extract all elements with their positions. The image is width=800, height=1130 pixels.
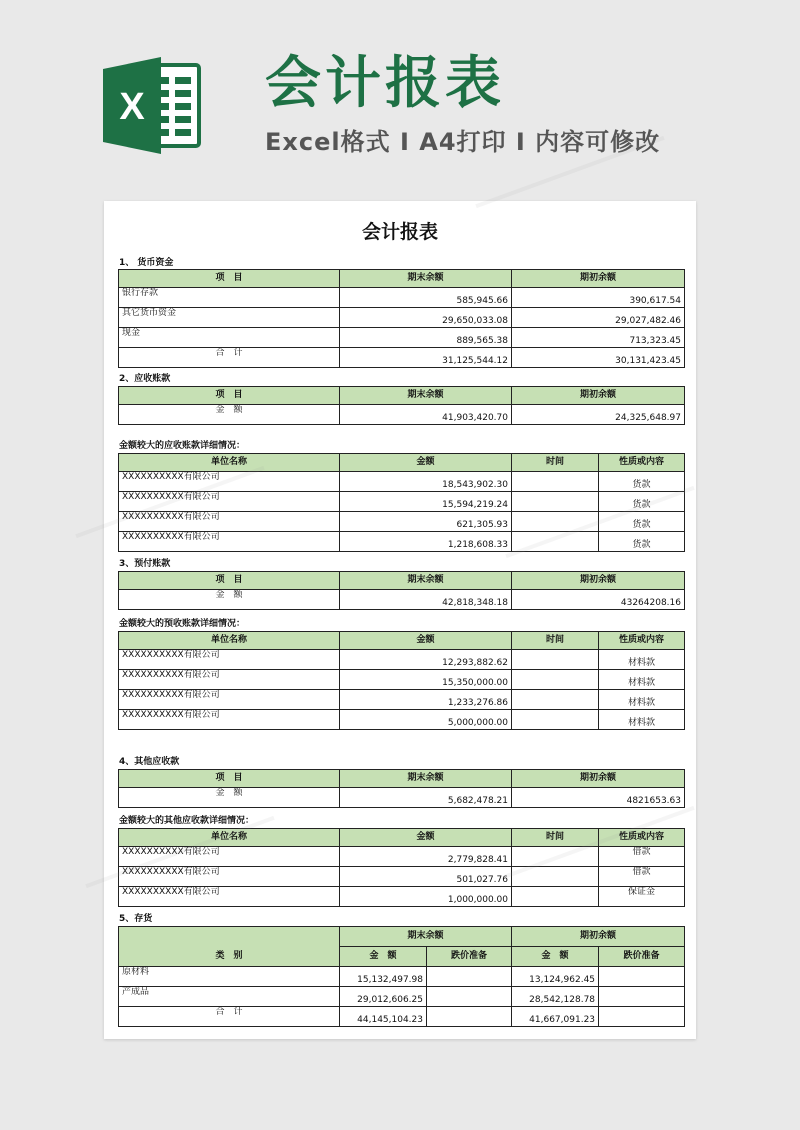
table-row	[119, 710, 685, 730]
table-row	[119, 650, 685, 670]
amount: 15,594,219.24	[340, 492, 512, 512]
col-header: 项 目	[119, 770, 340, 788]
company-name: XXXXXXXXXX有限公司	[119, 670, 340, 690]
receivable-table	[118, 386, 685, 425]
end-balance: 42,818,348.18	[340, 590, 512, 610]
total-begin-provision	[599, 1007, 685, 1027]
begin-amount: 13,124,962.45	[512, 967, 599, 987]
table-header-row	[119, 454, 685, 472]
total-row	[119, 348, 685, 368]
table-row	[119, 690, 685, 710]
total-end-amount: 44,145,104.23	[340, 1007, 427, 1027]
amount-row	[119, 405, 685, 425]
promo-subtitle: Excel格式 I A4打印 I 内容可修改	[265, 128, 661, 156]
end-balance: 41,903,420.70	[340, 405, 512, 425]
col-header: 单位名称	[119, 454, 340, 472]
col-header: 期初余额	[512, 770, 685, 788]
col-header: 性质或内容	[599, 632, 685, 650]
col-header: 金额	[340, 829, 512, 847]
col-header: 跌价准备	[427, 947, 512, 967]
end-provision	[427, 967, 512, 987]
amount: 1,218,608.33	[340, 532, 512, 552]
begin-provision	[599, 987, 685, 1007]
table-header-row	[119, 270, 685, 288]
table-header-row	[119, 927, 685, 947]
end-amount: 29,012,606.25	[340, 987, 427, 1007]
nature: 货款	[599, 532, 685, 552]
nature: 借款	[599, 847, 685, 867]
col-header: 期末余额	[340, 770, 512, 788]
company-name: XXXXXXXXXX有限公司	[119, 847, 340, 867]
end-balance-header: 期末余额	[340, 927, 512, 947]
amount: 1,000,000.00	[340, 887, 512, 907]
section-receivable-title: 2、应收账款	[119, 374, 171, 384]
end-balance: 889,565.38	[340, 328, 512, 348]
total-end: 31,125,544.12	[340, 348, 512, 368]
begin-provision	[599, 967, 685, 987]
begin-balance: 24,325,648.97	[512, 405, 685, 425]
amount: 621,305.93	[340, 512, 512, 532]
amount: 15,350,000.00	[340, 670, 512, 690]
col-header: 期末余额	[340, 572, 512, 590]
col-header: 时间	[512, 454, 599, 472]
row-label: 产成品	[119, 987, 340, 1007]
table-row	[119, 670, 685, 690]
table-row	[119, 967, 685, 987]
time	[512, 690, 599, 710]
begin-balance: 713,323.45	[512, 328, 685, 348]
other-receivable-table	[118, 769, 685, 808]
table-row	[119, 512, 685, 532]
category-header: 类 别	[119, 927, 340, 967]
table-row	[119, 492, 685, 512]
nature: 货款	[599, 472, 685, 492]
row-label: 金 额	[119, 590, 340, 610]
section-cash-title: 1、 货币资金	[119, 258, 174, 268]
report-title: 会计报表	[361, 221, 438, 243]
col-header: 金额	[340, 454, 512, 472]
amount-row	[119, 788, 685, 808]
col-header: 单位名称	[119, 829, 340, 847]
company-name: XXXXXXXXXX有限公司	[119, 650, 340, 670]
company-name: XXXXXXXXXX有限公司	[119, 532, 340, 552]
nature: 借款	[599, 867, 685, 887]
begin-balance: 43264208.16	[512, 590, 685, 610]
col-header: 项 目	[119, 572, 340, 590]
begin-amount: 28,542,128.78	[512, 987, 599, 1007]
table-row	[119, 472, 685, 492]
col-header: 期初余额	[512, 270, 685, 288]
col-header: 金 额	[340, 947, 427, 967]
amount: 501,027.76	[340, 867, 512, 887]
time	[512, 512, 599, 532]
company-name: XXXXXXXXXX有限公司	[119, 887, 340, 907]
col-header: 金 额	[512, 947, 599, 967]
prepaid-table	[118, 571, 685, 610]
table-row	[119, 288, 685, 308]
total-label: 合 计	[119, 348, 340, 368]
amount-row	[119, 590, 685, 610]
col-header: 性质或内容	[599, 829, 685, 847]
nature: 保证金	[599, 887, 685, 907]
row-label: 其它货币资金	[119, 308, 340, 328]
table-header-row	[119, 387, 685, 405]
receivable-detail-title: 金额较大的应收账款详细情况：	[119, 441, 246, 451]
total-begin-amount: 41,667,091.23	[512, 1007, 599, 1027]
company-name: XXXXXXXXXX有限公司	[119, 867, 340, 887]
time	[512, 847, 599, 867]
end-balance: 585,945.66	[340, 288, 512, 308]
prepaid-detail-title: 金额较大的预收账款详细情况：	[119, 619, 246, 629]
total-end-provision	[427, 1007, 512, 1027]
begin-balance-header: 期初余额	[512, 927, 685, 947]
table-row	[119, 887, 685, 907]
table-header-row	[119, 770, 685, 788]
section-inventory-title: 5、存货	[119, 914, 153, 924]
row-label: 金 额	[119, 788, 340, 808]
table-row	[119, 308, 685, 328]
begin-balance: 390,617.54	[512, 288, 685, 308]
table-row	[119, 867, 685, 887]
end-balance: 5,682,478.21	[340, 788, 512, 808]
nature: 货款	[599, 512, 685, 532]
row-label: 金 额	[119, 405, 340, 425]
time	[512, 472, 599, 492]
company-name: XXXXXXXXXX有限公司	[119, 492, 340, 512]
col-header: 期末余额	[340, 387, 512, 405]
company-name: XXXXXXXXXX有限公司	[119, 710, 340, 730]
section-prepaid-title: 3、预付账款	[119, 559, 171, 569]
end-balance: 29,650,033.08	[340, 308, 512, 328]
row-label: 原材料	[119, 967, 340, 987]
nature: 材料款	[599, 670, 685, 690]
col-header: 时间	[512, 829, 599, 847]
col-header: 金额	[340, 632, 512, 650]
end-amount: 15,132,497.98	[340, 967, 427, 987]
time	[512, 670, 599, 690]
report-sheet	[104, 201, 696, 1039]
company-name: XXXXXXXXXX有限公司	[119, 472, 340, 492]
company-name: XXXXXXXXXX有限公司	[119, 690, 340, 710]
nature: 材料款	[599, 650, 685, 670]
time	[512, 650, 599, 670]
inventory-table	[118, 926, 685, 1027]
table-row	[119, 987, 685, 1007]
nature: 材料款	[599, 710, 685, 730]
nature: 材料款	[599, 690, 685, 710]
cash-table	[118, 269, 685, 368]
promo-header	[0, 0, 800, 200]
total-row	[119, 1007, 685, 1027]
begin-balance: 4821653.63	[512, 788, 685, 808]
col-header: 期初余额	[512, 387, 685, 405]
total-begin: 30,131,423.45	[512, 348, 685, 368]
total-label: 合 计	[119, 1007, 340, 1027]
row-label: 现金	[119, 328, 340, 348]
table-row	[119, 328, 685, 348]
table-header-row	[119, 572, 685, 590]
amount: 12,293,882.62	[340, 650, 512, 670]
other-receivable-detail-table	[118, 828, 685, 907]
col-header: 单位名称	[119, 632, 340, 650]
receivable-detail-table	[118, 453, 685, 552]
company-name: XXXXXXXXXX有限公司	[119, 512, 340, 532]
col-header: 时间	[512, 632, 599, 650]
nature: 货款	[599, 492, 685, 512]
amount: 18,543,902.30	[340, 472, 512, 492]
prepaid-detail-table	[118, 631, 685, 730]
section-other-receivable-title: 4、其他应收款	[119, 757, 180, 767]
col-header: 性质或内容	[599, 454, 685, 472]
other-receivable-detail-title: 金额较大的其他应收款详细情况：	[119, 816, 255, 826]
time	[512, 887, 599, 907]
amount: 1,233,276.86	[340, 690, 512, 710]
row-label: 银行存款	[119, 288, 340, 308]
col-header: 跌价准备	[599, 947, 685, 967]
table-row	[119, 532, 685, 552]
col-header: 项 目	[119, 270, 340, 288]
table-header-row	[119, 829, 685, 847]
excel-icon-letter: X	[119, 86, 145, 128]
col-header: 期初余额	[512, 572, 685, 590]
begin-balance: 29,027,482.46	[512, 308, 685, 328]
amount: 2,779,828.41	[340, 847, 512, 867]
col-header: 期末余额	[340, 270, 512, 288]
time	[512, 710, 599, 730]
end-provision	[427, 987, 512, 1007]
table-header-row	[119, 632, 685, 650]
table-row	[119, 847, 685, 867]
amount: 5,000,000.00	[340, 710, 512, 730]
col-header: 项 目	[119, 387, 340, 405]
time	[512, 492, 599, 512]
promo-title: 会计报表	[265, 51, 505, 116]
time	[512, 867, 599, 887]
time	[512, 532, 599, 552]
excel-icon	[103, 57, 203, 154]
